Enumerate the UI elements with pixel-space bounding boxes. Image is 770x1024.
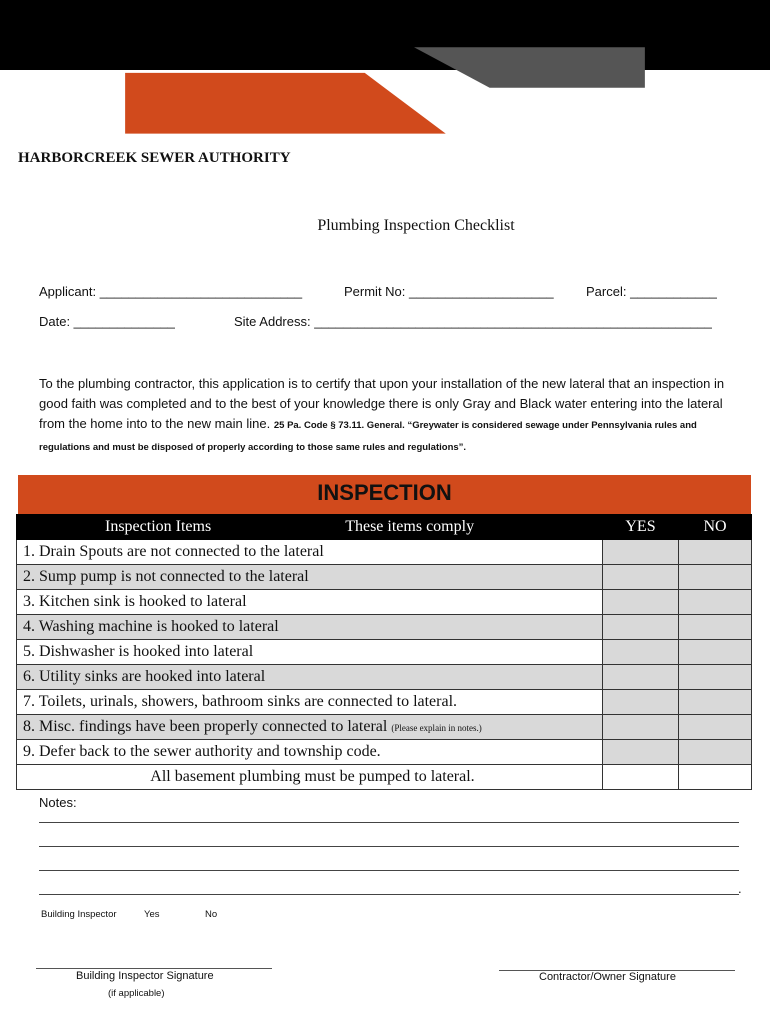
if-applicable-label: (if applicable) bbox=[108, 988, 165, 999]
organization-name: HARBORCREEK SEWER AUTHORITY bbox=[18, 150, 291, 166]
table-row bbox=[17, 715, 752, 740]
table-row bbox=[17, 640, 752, 665]
yes-box-1[interactable] bbox=[603, 540, 679, 565]
no-box-6[interactable] bbox=[679, 665, 752, 690]
no-box-1[interactable] bbox=[679, 540, 752, 565]
item-8-note: (Please explain in notes.) bbox=[391, 723, 482, 733]
document-title: Plumbing Inspection Checklist bbox=[317, 217, 515, 234]
organization-banner bbox=[125, 73, 446, 134]
notes-line-4[interactable] bbox=[39, 894, 739, 895]
table-row bbox=[17, 540, 752, 565]
inspection-table bbox=[16, 514, 752, 790]
table-row bbox=[17, 690, 752, 715]
item-9: 9. Defer back to the sewer authority and township code. bbox=[17, 740, 603, 765]
col-inspection-items: Inspection Items bbox=[105, 518, 212, 535]
certification-text: To the plumbing contractor, this application is to certify that upon your installation of the new lateral that an inspection in good faith was completed and to the best of your knowledge there is only Gray and Black water entering into the lateral from the home into to the new main line. bbox=[39, 376, 725, 431]
notes-line-1[interactable] bbox=[39, 822, 739, 823]
notes-line-3[interactable] bbox=[39, 870, 739, 871]
address-line-2: Harborcreek PA 16421 bbox=[583, 101, 710, 115]
applicant-field[interactable]: Applicant: ____________________________ bbox=[39, 284, 303, 299]
no-box-7[interactable] bbox=[679, 690, 752, 715]
footer-no-cell bbox=[679, 765, 752, 790]
parcel-field[interactable]: Parcel: ____________ bbox=[586, 284, 717, 299]
yes-box-5[interactable] bbox=[603, 640, 679, 665]
col-items-comply: These items comply bbox=[345, 518, 475, 535]
basement-plumbing-note: All basement plumbing must be pumped to lateral. bbox=[17, 765, 603, 790]
header-items-cell bbox=[17, 515, 603, 540]
inspector-signature-label: Building Inspector Signature bbox=[76, 970, 214, 982]
yes-box-7[interactable] bbox=[603, 690, 679, 715]
site-address-field[interactable]: Site Address: _______________________________________________________ bbox=[234, 314, 712, 329]
yes-box-8[interactable] bbox=[603, 715, 679, 740]
permit-field[interactable]: Permit No: ____________________ bbox=[344, 284, 554, 299]
contractor-signature-label: Contractor/Owner Signature bbox=[539, 971, 676, 983]
notes-label: Notes: bbox=[39, 795, 77, 810]
col-yes: YES bbox=[603, 515, 679, 540]
certification-paragraph bbox=[39, 374, 744, 458]
item-8 bbox=[17, 715, 603, 740]
notes-line-2[interactable] bbox=[39, 846, 739, 847]
table-header-row bbox=[17, 515, 752, 540]
inspector-yes-option[interactable]: Yes bbox=[144, 909, 160, 920]
item-7: 7. Toilets, urinals, showers, bathroom sinks are connected to lateral. bbox=[17, 690, 603, 715]
code-citation: 25 Pa. Code § 73.11. General. “Greywater is considered sewage under Pennsylvania rules and regulations and must be disposed of properly according to those same rules and regulations”. bbox=[39, 420, 697, 453]
address-block bbox=[583, 87, 709, 115]
item-2: 2. Sump pump is not connected to the lateral bbox=[17, 565, 603, 590]
address-panel bbox=[414, 47, 645, 88]
item-4: 4. Washing machine is hooked to lateral bbox=[17, 615, 603, 640]
table-row bbox=[17, 615, 752, 640]
footer-yes-cell bbox=[603, 765, 679, 790]
col-no: NO bbox=[679, 515, 752, 540]
notes-end-mark: . bbox=[738, 881, 742, 896]
table-row bbox=[17, 590, 752, 615]
yes-box-4[interactable] bbox=[603, 615, 679, 640]
yes-box-3[interactable] bbox=[603, 590, 679, 615]
item-6: 6. Utility sinks are hooked into lateral bbox=[17, 665, 603, 690]
inspector-signature-line[interactable] bbox=[36, 968, 272, 969]
table-row bbox=[17, 665, 752, 690]
no-box-5[interactable] bbox=[679, 640, 752, 665]
no-box-8[interactable] bbox=[679, 715, 752, 740]
yes-box-2[interactable] bbox=[603, 565, 679, 590]
building-inspector-label: Building Inspector bbox=[41, 909, 117, 920]
table-row bbox=[17, 740, 752, 765]
yes-box-9[interactable] bbox=[603, 740, 679, 765]
date-field[interactable]: Date: ______________ bbox=[39, 314, 175, 329]
no-box-2[interactable] bbox=[679, 565, 752, 590]
inspector-no-option[interactable]: No bbox=[205, 909, 218, 920]
item-5: 5. Dishwasher is hooked into lateral bbox=[17, 640, 603, 665]
no-box-4[interactable] bbox=[679, 615, 752, 640]
table-row bbox=[17, 565, 752, 590]
no-box-9[interactable] bbox=[679, 740, 752, 765]
item-1: 1. Drain Spouts are not connected to the lateral bbox=[17, 540, 603, 565]
table-footer-row bbox=[17, 765, 752, 790]
inspection-title: INSPECTION bbox=[317, 480, 452, 505]
no-box-3[interactable] bbox=[679, 590, 752, 615]
item-8-text: 8. Misc. findings have been properly connected to lateral bbox=[23, 718, 392, 735]
address-line-1: 5601 Buffalo Road bbox=[583, 87, 688, 101]
item-3: 3. Kitchen sink is hooked to lateral bbox=[17, 590, 603, 615]
yes-box-6[interactable] bbox=[603, 665, 679, 690]
